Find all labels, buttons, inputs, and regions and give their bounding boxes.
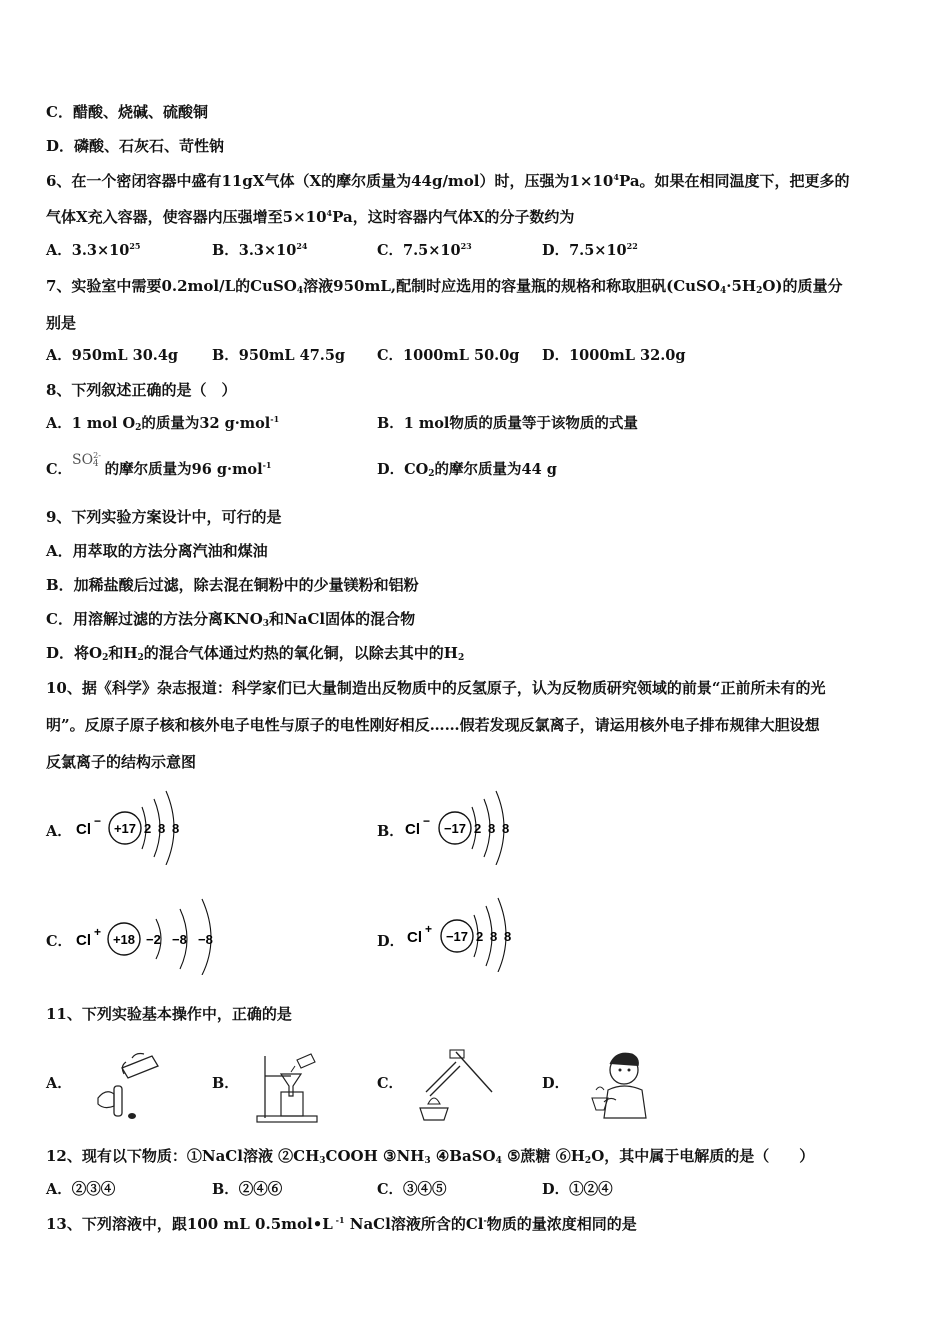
- shell-electrons: 2: [474, 821, 482, 836]
- q9-option-d: D．将$O_2$和$H_2$的混合气体通过灼热的氧化铜，以除去其中的$H_2$: [46, 644, 465, 663]
- nucleus-charge: −17: [445, 929, 469, 944]
- q6-stem-line2: 气体X充入容器，使容器内压强增至$5\times 10^4Pa$，这时容器内气体X的分子数约为: [46, 208, 575, 226]
- ion-symbol: Cl: [76, 821, 91, 838]
- q10-stem-line1: 10、据《科学》杂志报道：科学家们已大量制造出反物质中的反氢原子，认为反物质研究领域的前景“正前所未有的光: [46, 679, 826, 697]
- q12-option-b: B．②④⑥: [212, 1181, 283, 1198]
- smelling-gas-image: [586, 1044, 656, 1128]
- ion-symbol: Cl: [76, 932, 91, 949]
- q8-stem: 8、下列叙述正确的是（ ）: [46, 381, 237, 399]
- q7-option-b: B．950mL 47.5g: [212, 347, 346, 364]
- shell-electrons: 2: [144, 821, 152, 836]
- filtration-apparatus-image: [255, 1052, 325, 1128]
- pouring-liquid-image: [92, 1048, 164, 1128]
- q11-option-a-label: A．: [46, 1075, 72, 1092]
- q5-option-c: C．醋酸、烧碱、硫酸铜: [46, 103, 208, 121]
- q8-option-d: D．$CO_2$的摩尔质量为44 g: [377, 461, 557, 479]
- shell-electrons: 2: [476, 929, 484, 944]
- q12-option-a: A．②③④: [46, 1181, 116, 1198]
- q6-stem-line1: 6、在一个密闭容器中盛有11gX气体（X的摩尔质量为44g/mol）时，压强为$1\times 10^4Pa$。如果在相同温度下，把更多的: [46, 172, 850, 190]
- ion-symbol: Cl: [405, 821, 420, 838]
- q7-option-c: C．1000mL 50.0g: [377, 347, 520, 364]
- q9-stem: 9、下列实验方案设计中，可行的是: [46, 508, 282, 526]
- q6-option-d: D．$7.5\times 10^{22}$: [542, 241, 638, 259]
- q12-option-d: D．①②④: [542, 1181, 613, 1198]
- q10-option-b-diagram: [403, 785, 533, 869]
- q10-stem-line2: 明”。反原子原子核和核外电子电性与原子的电性刚好相反……假若发现反氯离子，请运用核外电子排布规律大胆设想: [46, 716, 820, 734]
- shell-electrons: 8: [158, 821, 166, 836]
- shell-electrons: 8: [490, 929, 498, 944]
- ion-charge: −: [423, 814, 431, 828]
- shell-electrons: 8: [172, 821, 180, 836]
- q9-option-a: A．用萃取的方法分离汽油和煤油: [46, 542, 268, 560]
- q11-option-b-label: B．: [212, 1075, 239, 1092]
- ion-symbol: Cl: [407, 929, 422, 946]
- heating-test-tube-image: [412, 1048, 498, 1128]
- nucleus-charge: +17: [113, 821, 137, 836]
- q13-stem: 13、下列溶液中，跟100 mL 0.5mol•L $^{-1}$ NaCl溶液所含的Cl-物质的量浓度相同的是: [46, 1215, 637, 1233]
- sulfate-ion-image: $SO^{2-}_4$: [72, 451, 101, 469]
- ion-charge: +: [94, 925, 102, 939]
- q10-option-d-label: D．: [377, 933, 405, 950]
- q8-option-c: C．$SO^{2-}_4$ 的摩尔质量为96 g·mol$^{-1}$: [46, 451, 272, 478]
- q10-option-b-label: B．: [377, 823, 404, 840]
- q11-option-d-label: D．: [542, 1075, 570, 1092]
- shell-electrons: −8: [198, 932, 213, 947]
- q6-option-a: A．$3.3\times 10^{25}$: [46, 241, 141, 259]
- shell-electrons: 8: [488, 821, 496, 836]
- shell-electrons: −8: [172, 932, 187, 947]
- shell-electrons: 8: [504, 929, 512, 944]
- q11-stem: 11、下列实验基本操作中，正确的是: [46, 1005, 292, 1023]
- q10-option-d-diagram: [405, 890, 535, 976]
- q11-option-c-label: C．: [377, 1075, 404, 1092]
- q8-option-a: A．1 mol $O_2$的质量为32 g·mol$^{-1}$: [46, 414, 280, 433]
- q6-option-b: B．$3.3\times 10^{24}$: [212, 241, 308, 259]
- q7-option-a: A．950mL 30.4g: [46, 347, 179, 364]
- q12-option-c: C．③④⑤: [377, 1181, 447, 1198]
- nucleus-charge: +18: [112, 932, 136, 947]
- q10-option-c-label: C．: [46, 933, 73, 950]
- q7-option-d: D．1000mL 32.0g: [542, 347, 686, 364]
- shell-electrons: 8: [502, 821, 510, 836]
- q12-stem: 12、现有以下物质：①NaCl溶液 $②CH_3COOH$ $③NH_3$ ④BaSO$_4$ ⑤蔗糖 $⑥H_2O$，其中属于电解质的是（ ）: [46, 1147, 815, 1166]
- q10-option-a-diagram: [74, 785, 204, 869]
- ion-charge: +: [425, 922, 433, 936]
- q10-option-a-label: A．: [46, 823, 72, 840]
- ion-charge: −: [94, 814, 102, 828]
- q10-option-c-diagram: [74, 893, 244, 979]
- q7-stem-line1: 7、实验室中需要0.2mol/L的CuSO$_4$溶液950mL,配制时应选用的容量瓶的规格和称取胆矾$(CuSO_4\cdot 5H_2O)$的质量分: [46, 277, 843, 296]
- nucleus-charge: −17: [443, 821, 467, 836]
- shell-electrons: −2: [146, 932, 161, 947]
- q7-stem-line2: 别是: [46, 314, 77, 332]
- q9-option-c: C．用溶解过滤的方法分离$KNO_3$和NaCl固体的混合物: [46, 610, 416, 629]
- q5-option-d: D．磷酸、石灰石、苛性钠: [46, 137, 225, 155]
- q10-stem-line3: 反氯离子的结构示意图: [46, 753, 197, 771]
- q8-option-b: B．1 mol物质的质量等于该物质的式量: [377, 415, 638, 432]
- q9-option-b: B．加稀盐酸后过滤，除去混在铜粉中的少量镁粉和铝粉: [46, 576, 419, 594]
- q6-option-c: C．$7.5\times 10^{23}$: [377, 241, 472, 259]
